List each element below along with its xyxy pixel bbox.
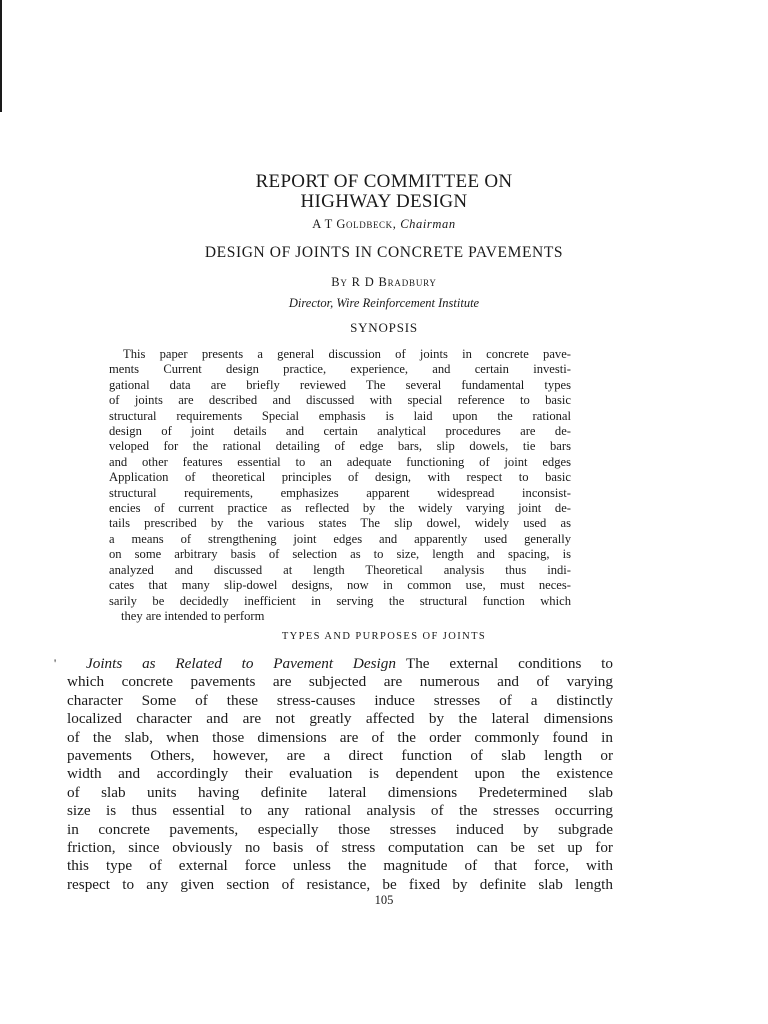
synopsis-paragraph [109, 347, 571, 624]
body-line: friction, since obviously no basis of stress computation can be set up for [67, 839, 613, 857]
run-in-heading: Joints as Related to Pavement Design [86, 655, 396, 672]
synopsis-line: This paper presents a general discussion of joints in concrete pave- [123, 347, 571, 361]
report-title [0, 172, 768, 212]
chairman-role: Chairman [400, 217, 456, 231]
synopsis-line: tails prescribed by the various states The slip dowel, widely used as [109, 516, 571, 531]
section-heading: TYPES AND PURPOSES OF JOINTS [281, 631, 487, 642]
byline-prefix: By [331, 275, 348, 289]
synopsis-line: ments Current design practice, experience, and certain investi- [109, 362, 571, 377]
synopsis-line: sarily be decidedly inefficient in serving the structural function which [109, 593, 571, 608]
synopsis-heading: SYNOPSIS [350, 320, 418, 335]
synopsis-line: design of joint details and certain analytical procedures are de- [109, 424, 571, 439]
body-line: respect to any given section of resistance, be fixed by definite slab length [67, 875, 613, 893]
synopsis-line: of joints are described and discussed with special reference to basic [109, 393, 571, 408]
body-line: character Some of these stress-causes induce stresses of a distinctly [67, 691, 613, 709]
body-line [67, 655, 613, 673]
synopsis-line: gational data are briefly reviewed The several fundamental types [109, 377, 571, 392]
body-line: in concrete pavements, especially those stresses induced by subgrade [67, 820, 613, 838]
synopsis-line: on some arbitrary basis of selection as to size, length and spacing, is [109, 547, 571, 562]
chairman-line [0, 217, 768, 232]
paper-title: DESIGN OF JOINTS IN CONCRETE PAVEMENTS [204, 244, 564, 261]
body-line: pavements Others, however, are a direct function of slab length or [67, 747, 613, 765]
author-affiliation: Director, Wire Reinforcement Institute [288, 296, 480, 310]
body-line: which concrete pavements are subjected are numerous and of varying [67, 673, 613, 691]
synopsis-line: structural requirements, emphasizes apparent widespread inconsist- [109, 485, 571, 500]
body-line: localized character and are not greatly affected by the lateral dimensions [67, 710, 613, 728]
synopsis-line: Application of theoretical principles of design, with respect to basic [109, 470, 571, 485]
chairman-name: A T Goldbeck, [312, 217, 397, 231]
report-title-line-2: HIGHWAY DESIGN [300, 191, 468, 212]
scan-edge-line [0, 0, 2, 112]
synopsis-line: they are intended to perform [121, 608, 265, 623]
first-line-text: The external conditions to [405, 655, 613, 672]
stray-mark: ' [54, 656, 57, 670]
synopsis-line: and other features essential to an adequate functioning of joint edges [109, 454, 571, 469]
page-number: 105 [374, 893, 394, 907]
synopsis-line: analyzed and discussed at length Theoretical analysis thus indi- [109, 562, 571, 577]
author-name: R D Bradbury [351, 275, 437, 289]
synopsis-line: structural requirements Special emphasis is laid upon the rational [109, 408, 571, 423]
synopsis-line: cates that many slip-dowel designs, now in common use, must neces- [109, 578, 571, 593]
body-line: of slab units having definite lateral dimensions Predetermined slab [67, 783, 613, 801]
body-line: this type of external force unless the magnitude of that force, with [67, 857, 613, 875]
body-line: width and accordingly their evaluation is dependent upon the existence [67, 765, 613, 783]
synopsis-line: encies of current practice as reflected by the widely varying joint de- [109, 501, 571, 516]
author-line [0, 275, 768, 290]
synopsis-line: veloped for the rational detailing of edge bars, slip dowels, tie bars [109, 439, 571, 454]
body-paragraph [67, 655, 613, 894]
synopsis-line: a means of strengthening joint edges and apparently used generally [109, 531, 571, 546]
body-line: size is thus essential to any rational analysis of the stresses occurring [67, 802, 613, 820]
report-title-line-1: REPORT OF COMMITTEE ON [255, 171, 513, 192]
body-line: of the slab, when those dimensions are of the order commonly found in [67, 728, 613, 746]
